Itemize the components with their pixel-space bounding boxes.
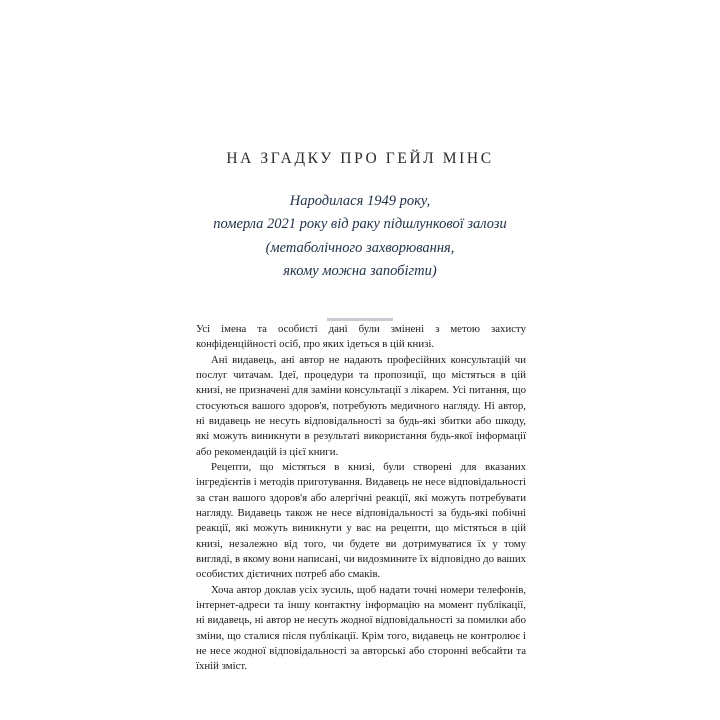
dedication-block: [0, 150, 720, 321]
disclaimer-paragraph: Ані видавець, ані автор не надають професійних консультацій чи послуг читачам. Ідеї, процедури та пропозиції, що містяться в цій книзі, не призначені для заміни консультації з лікарем. Усі питання, що стосуються вашого здоров'я, потребують медичного нагляду. Ні автор, ні видавець не несуть відповідальності за будь-які збитки або шкоду, які можуть виникнути в результаті використання будь-якої інформації або рекомендацій із цієї книги.: [196, 353, 526, 458]
dedication-lines: [0, 190, 720, 284]
dedication-line-2: померла 2021 року від раку підшлункової залози: [213, 216, 507, 233]
disclaimer-text: [196, 322, 526, 675]
dedication-line-4: якому можна запобігти): [283, 263, 437, 280]
dedication-line-1: Народилася 1949 року,: [289, 193, 431, 209]
dedication-line-3: (метаболічного захворювання,: [265, 239, 455, 256]
section-divider: [327, 318, 393, 321]
disclaimer-paragraph: Рецепти, що містяться в книзі, були створені для вказаних інгредієнтів і методів приготування. Видавець не несе відповідальності за стан вашого здоров'я або алергічні реакції, які можуть потребувати нагляду. Видавець також не несе відповідальності за будь-які побічні реакції, які можуть виникнути у вас на рецепти, що містяться в цій книзі, незалежно від того, чи будете ви дотримуватися їх у тому вигляді, в якому вони написані, чи видозмините їх відповідно до ваших особистих дієтичних потреб або смаків.: [196, 460, 526, 581]
disclaimer-paragraph: Усі імена та особисті дані були змінені з метою захисту конфіденційності осіб, про яких ідеться в цій книзі.: [196, 323, 526, 351]
disclaimer-paragraph: Хоча автор доклав усіх зусиль, щоб надати точні номери телефонів, інтернет-адреси та іншу контактну інформацію на момент публікації, ні видавець, ні автор не несуть жодної відповідальності за помилки або зміни, що сталися після публікації. Крім того, видавець не контролює і не несе жодної відповідальності за авторські або сторонні вебсайти та їхній зміст.: [196, 583, 526, 673]
dedication-title: НА ЗГАДКУ ПРО ГЕЙЛ МІНС: [226, 150, 494, 167]
